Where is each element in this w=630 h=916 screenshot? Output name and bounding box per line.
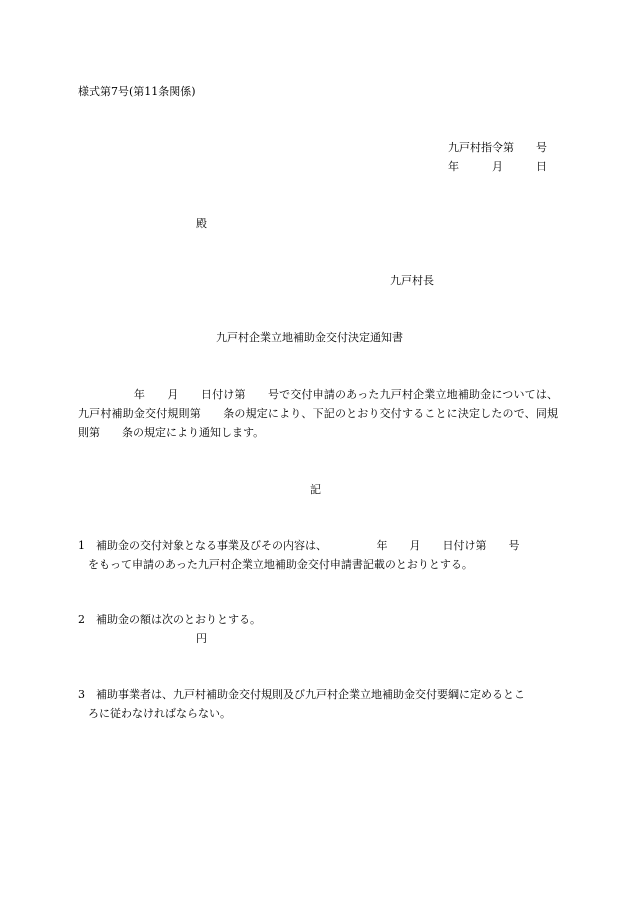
item-1-line-2: をもって申請のあった九戸村企業立地補助金交付申請書記載のとおりとする。 [88,558,473,571]
addressee-suffix: 殿 [196,217,207,230]
item-3-line-1: 3 補助事業者は、九戸村補助金交付規則及び九戸村企業立地補助金交付要綱に定めるとこ [78,688,525,701]
ki-heading: 記 [310,483,321,496]
item-1-line-1: 1 補助金の交付対象となる事業及びその内容は、 年 月 日付け第 号 [78,539,520,552]
body-paragraph: 年 月 日付け第 号で交付申請のあった九戸村企業立地補助金については、九戸村補助金交付規則第 条の規定により、下記のとおり交付することに決定したので、同規則第 条の規定により通知します。 [78,388,558,439]
form-label: 様式第7号(第11条関係) [78,85,196,98]
item-2-line-1: 2 補助金の額は次のとおりとする。 [78,613,261,626]
item-2-amount-unit: 円 [196,632,207,645]
date-line: 年 月 日 [448,160,547,173]
reference-number: 九戸村指令第 号 [448,141,547,154]
item-3-line-2: ろに従わなければならない。 [88,707,231,720]
document-title: 九戸村企業立地補助金交付決定通知書 [216,331,403,344]
issuer: 九戸村長 [390,274,434,287]
